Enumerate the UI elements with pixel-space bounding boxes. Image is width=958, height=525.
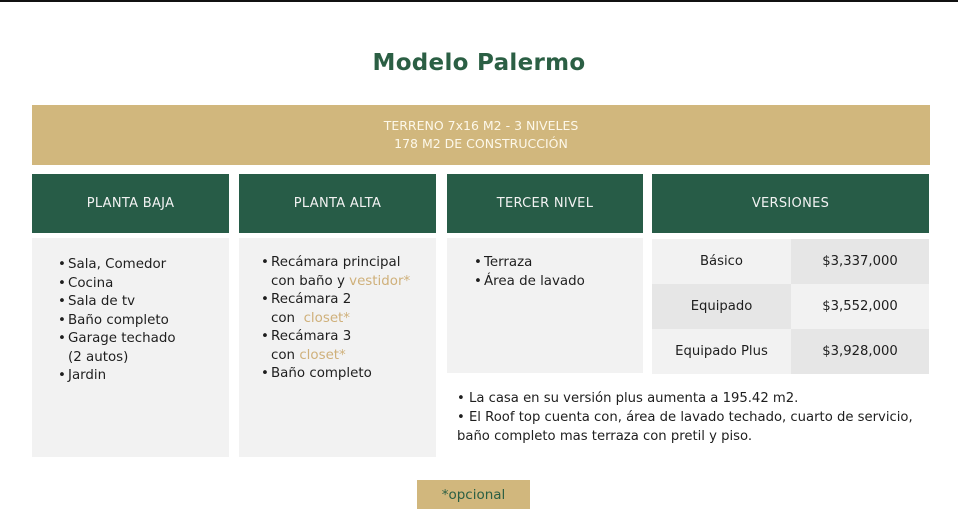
page-title: Modelo Palermo bbox=[372, 50, 586, 76]
planta-alta-list bbox=[261, 254, 433, 384]
tercer-nivel-list bbox=[474, 254, 585, 291]
optional-note: closet* bbox=[303, 310, 350, 326]
list-item: • Sala de tv bbox=[58, 293, 176, 312]
note-line: • La casa en su versión plus aumenta a 195.42 m2. bbox=[457, 391, 799, 406]
note-line: baño completo mas terraza con pretil y piso. bbox=[457, 429, 753, 444]
list-item: • Baño completo bbox=[58, 312, 176, 331]
banner-line-terreno: TERRENO 7x16 M2 - 3 NIVELES bbox=[383, 118, 579, 133]
planta-alta-panel bbox=[239, 238, 436, 457]
lot-info-banner bbox=[32, 105, 930, 165]
banner-line-construccion: 178 M2 DE CONSTRUCCIÓN bbox=[394, 136, 568, 151]
list-item: • Área de lavado bbox=[474, 273, 585, 292]
notes-block bbox=[457, 389, 927, 446]
list-item: • Jardin bbox=[58, 367, 176, 386]
list-item: • Recámara 3 con closet* bbox=[261, 328, 433, 365]
planta-baja-panel bbox=[32, 238, 229, 457]
header-planta-baja: PLANTA BAJA bbox=[32, 174, 229, 233]
version-price: $3,552,000 bbox=[791, 284, 929, 329]
tercer-nivel-panel bbox=[447, 238, 643, 373]
version-price: $3,337,000 bbox=[791, 239, 929, 284]
optional-note: closet* bbox=[299, 347, 346, 363]
header-versiones: VERSIONES bbox=[652, 174, 929, 233]
version-row-basico bbox=[652, 239, 929, 284]
list-item: • Cocina bbox=[58, 275, 176, 294]
list-item: • Recámara 2 con closet* bbox=[261, 291, 433, 328]
version-name: Equipado Plus bbox=[652, 329, 791, 374]
version-row-equipado bbox=[652, 284, 929, 329]
header-tercer-nivel: TERCER NIVEL bbox=[447, 174, 643, 233]
note-line: • El Roof top cuenta con, área de lavado techado, cuarto de servicio, bbox=[457, 410, 913, 425]
planta-baja-list bbox=[58, 256, 176, 386]
version-name: Básico bbox=[652, 239, 791, 284]
top-border-line bbox=[0, 0, 958, 2]
optional-note: vestidor* bbox=[349, 273, 411, 289]
list-item: • Garage techado (2 autos) bbox=[58, 330, 176, 367]
version-price: $3,928,000 bbox=[791, 329, 929, 374]
list-item: • Terraza bbox=[474, 254, 585, 273]
list-item: • Recámara principal con baño y vestidor* bbox=[261, 254, 433, 291]
list-item: • Baño completo bbox=[261, 365, 433, 384]
version-name: Equipado bbox=[652, 284, 791, 329]
header-planta-alta: PLANTA ALTA bbox=[239, 174, 436, 233]
opcional-badge: *opcional bbox=[417, 480, 530, 509]
version-row-equipado-plus bbox=[652, 329, 929, 374]
list-item: • Sala, Comedor bbox=[58, 256, 176, 275]
